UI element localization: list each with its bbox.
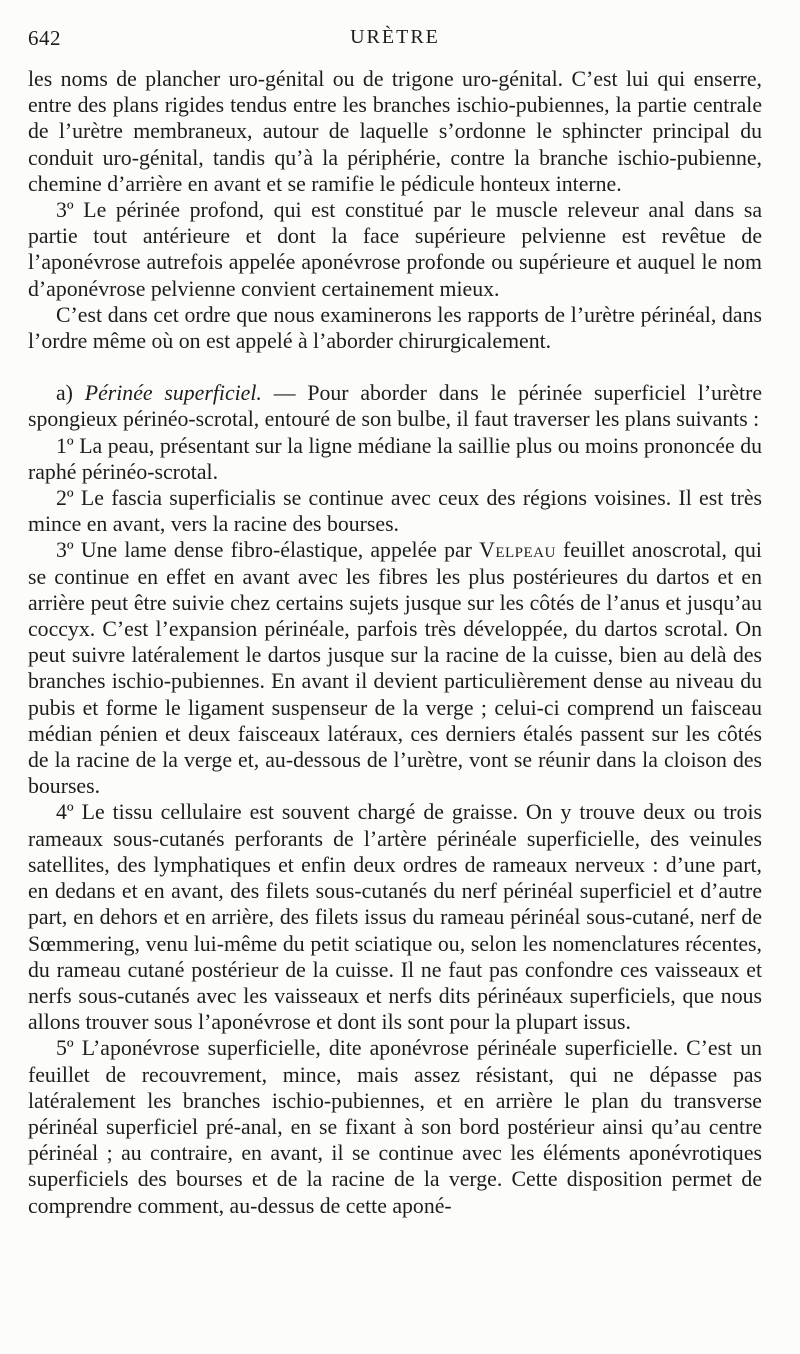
item3-text-end: feuillet anoscrotal, qui se continue en effet en avant avec les fibres les plus postérieures du dartos et en arrière peut être suivie chez certains sujets jusque sur les côtés de l’anus et jusqu’au coccyx. C’est l’expansion périnéale, parfois très développée, du dartos scrotal. On peut suivre latéralement le dartos jusque sur la racine de la cuisse, bien au delà des branches ischio-pubiennes. En avant il devient particulièrement dense au niveau du pubis et forme le ligament suspenseur de la verge ; celui-ci comprend un faisceau médian pénien et deux faisceaux latéraux, ces derniers étalés passent sur les côtés de la racine de la verge et, au-dessous de l’urètre, vont se réunir dans la cloison des bourses.	[28, 538, 762, 799]
list-item-tissu-cellulaire: 4º Le tissu cellulaire est souvent chargé de graisse. On y trouve deux ou trois rameaux sous-cutanés perforants de l’artère périnéale superficielle, des veinules satellites, des lymphatiques et enfin deux ordres de rameaux nerveux : d’une part, en dedans et en avant, des filets sous-cutanés du nerf périnéal superficiel et d’autre part, en dehors et en arrière, des filets issus du rameau périnéal sous-cutané, nerf de Sœmmering, venu lui-même du petit sciatique ou, selon les nomenclatures récentes, du rameau cutané postérieur de la cuisse. Il ne faut pas confondre ces vaisseaux et nerfs sous-cutanés avec les vaisseaux et nerfs dits périnéaux superficiels, que nous allons trouver sous l’aponévrose et dont ils sont pour la plupart issus.	[28, 800, 762, 1035]
list-item-lame-fibro-elastique	[28, 537, 762, 799]
list-item-fascia: 2º Le fascia superficialis se continue avec ceux des régions voisines. Il est très mince en avant, vers la racine des bourses.	[28, 486, 762, 537]
author-name-velpeau: Velpeau	[479, 538, 556, 563]
page-number: 642	[28, 26, 61, 50]
list-item-aponevrose-superficielle: 5º L’aponévrose superficielle, dite aponévrose périnéale superficielle. C’est un feuillet de recouvrement, mince, mais assez résistant, qui ne dépasse pas latéralement les branches ischio-pubiennes, et en arrière le plan du transverse périnéal superficiel pré-anal, en se fixant à son bord postérieur ainsi qu’au centre périnéal ; au contraire, en avant, il se continue avec les éléments aponévrotiques superficiels des bourses et de la racine de la verge. Cette disposition permet de comprendre comment, au-dessus de cette aponé-	[28, 1036, 762, 1218]
page-body	[28, 66, 762, 1219]
item3-text-start: 3º Une lame dense fibro-élastique, appelée par	[56, 538, 480, 563]
section-heading-perinee-superficiel	[28, 380, 762, 432]
list-item-peau: 1º La peau, présentant sur la ligne médiane la saillie plus ou moins prononcée du raphé périnéo-scrotal.	[28, 433, 762, 484]
section-letter: a)	[56, 381, 73, 406]
page-header	[28, 22, 762, 66]
paragraph-continuation: les noms de plancher uro-génital ou de trigone uro-génital. C’est lui qui enserre, entre des plans rigides tendus entre les branches ischio-pubiennes, la partie centrale de l’urètre membraneux, autour de laquelle s’ordonne le sphincter principal du conduit uro-génital, tandis qu’à la périphérie, contre la branche ischio-pubienne, chemine d’arrière en avant et se ramifie le pédicule honteux interne.	[28, 67, 762, 196]
section-title: Périnée superficiel.	[84, 381, 262, 406]
section-intro-text: — Pour aborder dans le périnée superficiel l’urètre spongieux périnéo-scrotal, entouré de son bulbe, il faut traverser les plans suivants :	[28, 381, 763, 432]
running-title: URÈTRE	[350, 26, 440, 48]
paragraph-ordre-examen: C’est dans cet ordre que nous examinerons les rapports de l’urètre périnéal, dans l’ordre même où on est appelé à l’aborder chirurgicalement.	[28, 302, 762, 354]
section-spacer	[28, 354, 762, 380]
paragraph-perinee-profond: 3º Le périnée profond, qui est constitué par le muscle releveur anal dans sa partie tout antérieure et dont la face supérieure pelvienne est revêtue de l’aponévrose autrefois appelée aponévrose profonde ou supérieure et auquel le nom d’aponévrose pelvienne convient certainement mieux.	[28, 198, 762, 301]
